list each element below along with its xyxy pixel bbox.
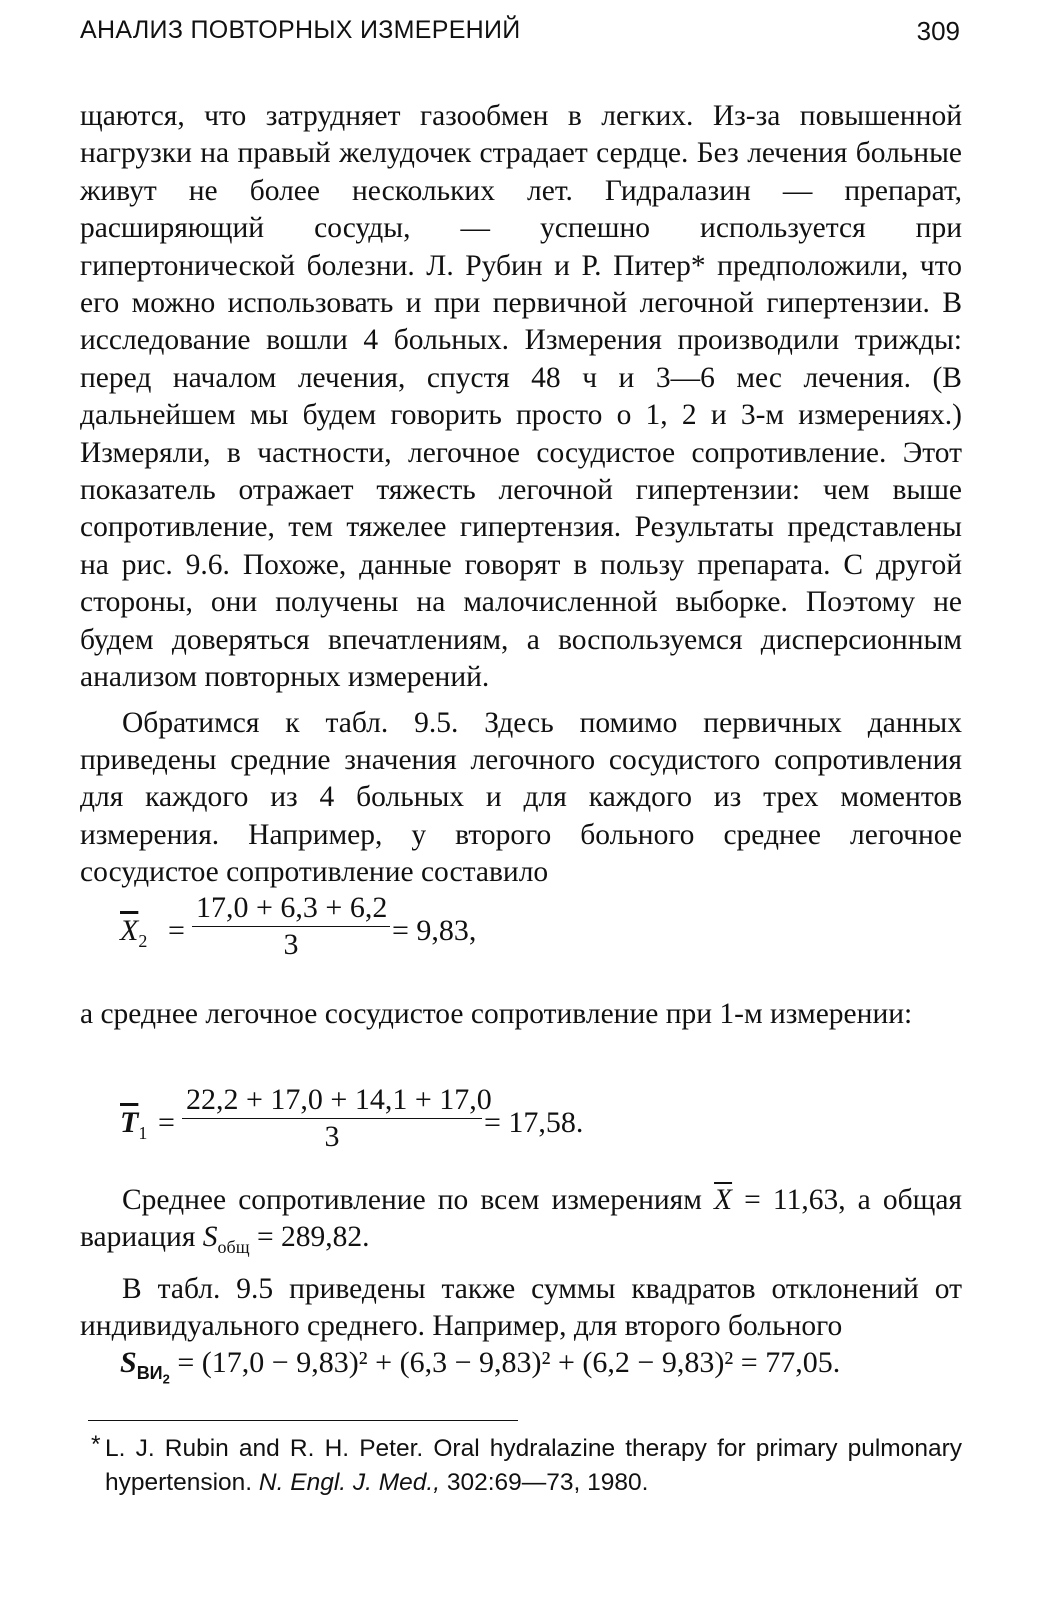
- paragraph-4: [80, 1182, 962, 1267]
- denominator: 3: [324, 1120, 340, 1153]
- paragraph-1: щаются, что затрудняет газообмен в легких. Из-за повышенной нагрузки на правый желудочек страдает сердце. Без лечения больные живут не более нескольких лет. Гидралазин — препарат, расширяющий сосуды, — успешно используется при гипертонической болезни. Л. Рубин и Р. Питер* предположили, что его можно использовать и при первичной легочной гипертензии. В исследование вошли 4 больных. Измерения производили трижды: перед началом лечения, спустя 48 ч и 3—6 мес лечения. (В дальнейшем мы будем говорить просто о 1, 2 и 3-м измерениях.) Измеряли, в частности, легочное сосудистое сопротивление. Этот показатель отражает тяжесть легочной гипертензии: чем выше сопротивление, тем тяжелее гипертензия. Результаты представлены на рис. 9.6. Похоже, данные говорят в пользу препарата. С другой стороны, они получены на малочисленной выборке. Поэтому не будем доверяться впечатлениям, а воспользуемся дисперсионным анализом повторных измерений.: [80, 100, 962, 694]
- paragraph-5: В табл. 9.5 приведены также суммы квадратов отклонений от индивидуального среднего. Например, для второго больного: [80, 1272, 962, 1343]
- footnote: [91, 1431, 962, 1500]
- footnote-citation: 302:69—73, 1980.: [446, 1469, 649, 1496]
- fraction: [192, 890, 390, 963]
- denominator: 3: [283, 928, 299, 961]
- formula-lhs: [120, 914, 147, 952]
- p4-before: Среднее сопротивление по всем измерениям: [122, 1184, 702, 1216]
- footnote-divider: [88, 1420, 518, 1421]
- formula-patient-mean: [120, 890, 540, 970]
- s-symbol: S: [202, 1221, 218, 1254]
- footnote-marker: *: [91, 1431, 101, 1458]
- formula-lhs: [120, 1106, 147, 1144]
- result: = 9,83,: [392, 914, 477, 947]
- subsubscript: 2: [162, 1371, 170, 1387]
- numerator: 17,0 + 6,3 + 6,2: [192, 890, 390, 927]
- footnote-journal: N. Engl. J. Med.,: [258, 1469, 441, 1496]
- paragraph-2: Обратимся к табл. 9.5. Здесь помимо первичных данных приведены средние значения легочного сосудистого сопротивления для каждого из 4 больных и для каждого из трех моментов измерения. Например, у второго больного среднее легочное сосудистое сопротивление составило: [80, 706, 962, 889]
- subscript-vi: ВИ: [136, 1363, 163, 1383]
- equals-sign: =: [168, 914, 185, 947]
- p4-after-s: = 289,82.: [256, 1221, 370, 1254]
- numerator: 22,2 + 17,0 + 14,1 + 17,0: [182, 1082, 482, 1119]
- x-bar-symbol: $\overline{X}$: [120, 914, 139, 947]
- result: = 17,58.: [484, 1106, 584, 1139]
- running-title: АНАЛИЗ ПОВТОРНЫХ ИЗМЕРЕНИЙ: [80, 16, 521, 44]
- fraction: [182, 1082, 492, 1155]
- t-bar-symbol: $\overline{T}$: [120, 1106, 139, 1139]
- subscript: 2: [138, 931, 148, 951]
- x-bar-symbol: $\overline{X}$: [714, 1184, 733, 1216]
- s-subscript: общ: [217, 1237, 250, 1258]
- subscript: 1: [138, 1123, 148, 1143]
- formula-measurement-mean: [120, 1082, 600, 1162]
- subscript: [136, 1363, 170, 1387]
- text-block-3: [80, 1182, 962, 1346]
- formula-sum-of-squares: [120, 1346, 920, 1392]
- page-header: [80, 16, 960, 56]
- equals-sign: =: [158, 1106, 175, 1139]
- page-number: 309: [916, 16, 960, 46]
- p4-after-symbol: = 11,63, а общая вариация: [80, 1184, 963, 1254]
- paragraph-3: а среднее легочное сосудистое сопротивление при 1-м измерении:: [80, 998, 913, 1030]
- main-text: [80, 98, 962, 892]
- footnote-authors: L. J. Rubin and R. H. Peter. Oral hydralazine therapy for primary pulmonary hypertension.: [105, 1435, 962, 1496]
- text-block-2: [80, 996, 962, 1033]
- formula-rhs: = (17,0 − 9,83)² + (6,3 − 9,83)² + (6,2 − 9,83)² = 77,05.: [177, 1346, 841, 1379]
- s-symbol: S: [120, 1346, 137, 1379]
